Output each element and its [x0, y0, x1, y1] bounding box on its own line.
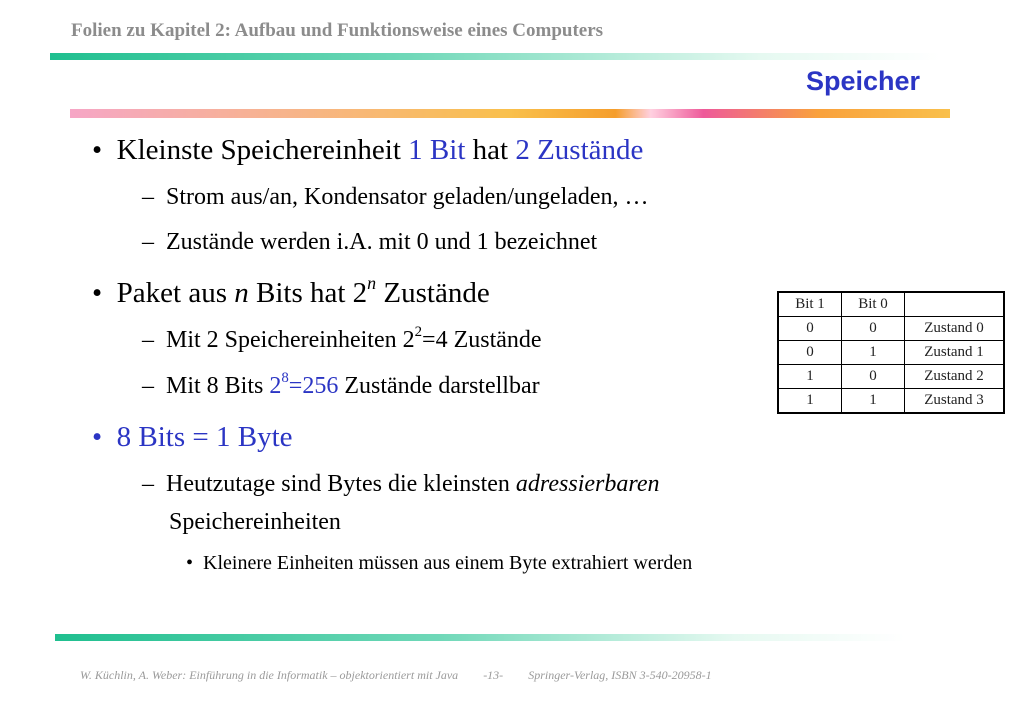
sub-bullet-2-1 [142, 323, 542, 354]
sub-bullet-2-1-pre: Mit 2 Speichereinheiten 2 [166, 327, 415, 353]
sub-bullet-2-2-exponent: 8 [281, 369, 289, 386]
bullet-3-text: 8 Bits = 1 Byte [116, 421, 293, 453]
bit-state-table [777, 291, 1005, 414]
bullet-marker: • [92, 277, 117, 309]
table-cell: 0 [778, 341, 842, 365]
bullet-1-mid: hat [465, 134, 516, 166]
table-cell: 1 [842, 389, 905, 414]
sub-bullet-2-2-result: =256 [288, 373, 339, 399]
sub-bullet-1-1-text: Strom aus/an, Kondensator geladen/ungeladen, … [166, 184, 649, 210]
table-header-cell: Bit 1 [778, 292, 842, 317]
bullet-marker: • [92, 134, 117, 166]
bullet-1-highlight-states: 2 Zustände [515, 134, 644, 166]
sub-bullet-2-1-exponent: 2 [414, 323, 423, 340]
sub-bullet-2-2-post: Zustände darstellbar [338, 373, 540, 399]
table-cell: Zustand 2 [905, 365, 1005, 389]
header-title: Folien zu Kapitel 2: Aufbau und Funktionsweise eines Computers [71, 20, 604, 41]
footer [80, 668, 734, 683]
table-row [778, 317, 1004, 341]
dash-marker: – [142, 373, 166, 399]
bullet-marker: • [92, 421, 117, 453]
table-cell: Zustand 0 [905, 317, 1005, 341]
dash-marker: – [142, 471, 166, 497]
bullet-2-n: n [234, 277, 249, 309]
sub-bullet-3-1-emphasis: adressierbaren [515, 471, 660, 497]
table-cell: Zustand 1 [905, 341, 1005, 365]
table-cell: 1 [778, 389, 842, 414]
sub-bullet-3-1 [142, 471, 659, 498]
table-row [778, 365, 1004, 389]
table-cell: 1 [778, 365, 842, 389]
bullet-2-exponent: n [367, 272, 377, 293]
table-cell: 1 [842, 341, 905, 365]
bullet-marker: • [186, 552, 204, 574]
sub-bullet-2-2-base: 2 [269, 373, 282, 399]
bullet-3 [92, 421, 293, 454]
sub-bullet-3-1-continuation: Speichereinheiten [169, 509, 341, 535]
table-header-cell: Bit 0 [842, 292, 905, 317]
dash-marker: – [142, 184, 166, 210]
sub-bullet-2-2-pre: Mit 8 Bits [166, 373, 270, 399]
table-row [778, 341, 1004, 365]
bullet-2-post: Zustände [376, 277, 490, 309]
sub-bullet-2-1-post: =4 Zustände [422, 327, 542, 353]
bullet-2 [92, 272, 490, 310]
bullet-2-mid: Bits hat 2 [248, 277, 368, 309]
sub-sub-bullet-3-1-1 [186, 552, 692, 575]
footer-divider [55, 634, 905, 641]
table-row [778, 389, 1004, 414]
dash-marker: – [142, 229, 166, 255]
sub-bullet-1-2-text: Zustände werden i.A. mit 0 und 1 bezeichnet [166, 229, 598, 255]
sub-sub-bullet-3-1-1-text: Kleinere Einheiten müssen aus einem Byte extrahiert werden [203, 552, 693, 574]
table-cell: 0 [842, 317, 905, 341]
bullet-2-pre: Paket aus [116, 277, 235, 309]
sub-bullet-1-1 [142, 184, 649, 211]
dash-marker: – [142, 327, 166, 353]
table-header-row [778, 292, 1004, 317]
bullet-1-text: Kleinste Speichereinheit [116, 134, 409, 166]
table-cell: Zustand 3 [905, 389, 1005, 414]
table-cell: 0 [842, 365, 905, 389]
sub-bullet-2-2 [142, 369, 540, 400]
table-header-cell [905, 292, 1005, 317]
slide-title: Speicher [805, 66, 920, 96]
sub-bullet-1-2 [142, 229, 597, 256]
bullet-1-highlight-bit: 1 Bit [408, 134, 466, 166]
sub-bullet-3-1-pre: Heutzutage sind Bytes die kleinsten [166, 471, 516, 497]
footer-publisher: Springer-Verlag, ISBN 3-540-20958-1 [528, 668, 712, 682]
table-cell: 0 [778, 317, 842, 341]
bullet-1 [92, 134, 643, 167]
footer-page-number: -13- [483, 668, 504, 682]
footer-citation: W. Küchlin, A. Weber: Einführung in die Informatik – objektorientiert mit Java [80, 668, 459, 682]
